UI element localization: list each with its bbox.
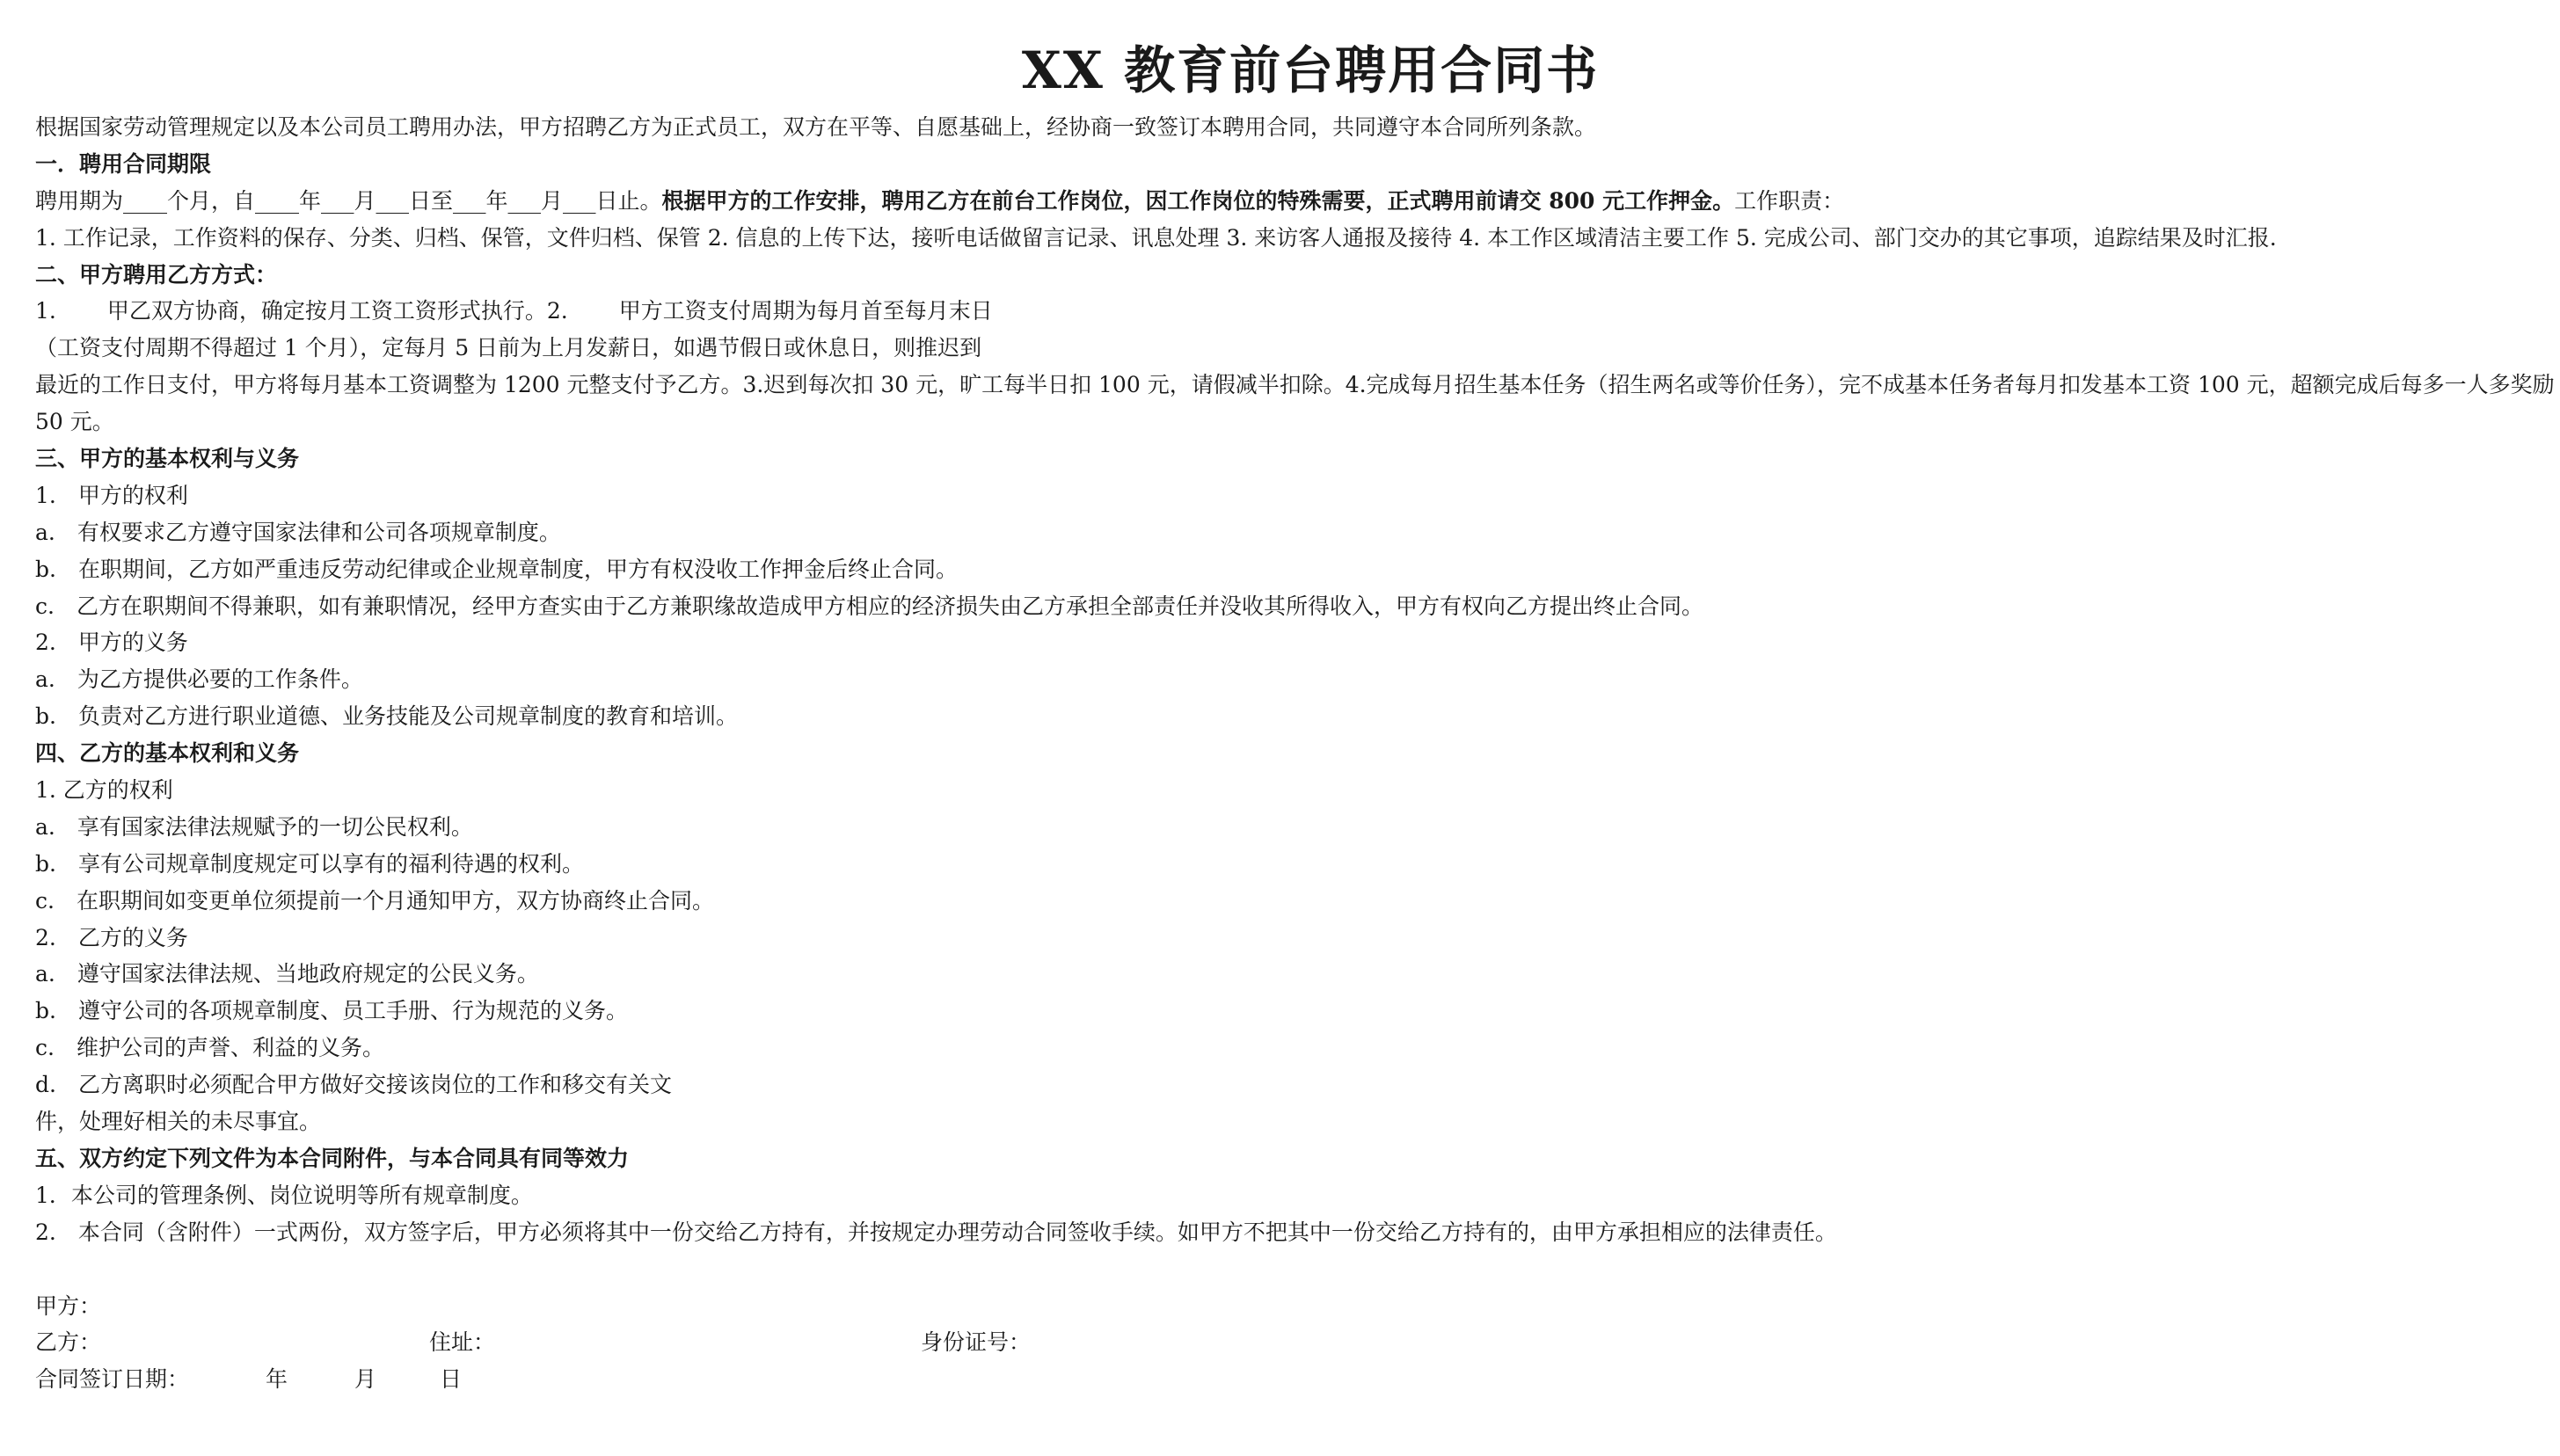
salary-paragraph-4: 50 元。	[35, 409, 114, 435]
intro-paragraph: 根据国家劳动管理规定以及本公司员工聘用办法，甲方招聘乙方为正式员工，双方在平等、自愿基础上，经协商一致签订本聘用合同，共同遵守本合同所列条款。	[35, 114, 1597, 140]
salary-paragraph-3: 最近的工作日支付，甲方将每月基本工资调整为 1200 元整支付予乙方。3.迟到每次扣 30 元，旷工每半日扣 100 元，请假减半扣除。4.完成每月招生基本任务（招生两名或等价任务），完不成基本任务者每月扣发基本工资 100 元，超额完成后每多一人多奖励	[35, 372, 2555, 398]
party-a-duty-item: a. 为乙方提供必要的工作条件。	[35, 666, 363, 693]
sign-date-year: 年	[266, 1366, 288, 1393]
section-2-heading: 二、甲方聘用乙方方式：	[35, 261, 278, 288]
party-b-duty-item: a. 遵守国家法律法规、当地政府规定的公民义务。	[35, 961, 539, 987]
sign-date-row	[35, 1361, 2533, 1398]
party-b-duty-continuation: 件，处理好相关的未尽事宜。	[35, 1109, 322, 1135]
spacer	[35, 1251, 2533, 1288]
term-deposit-text: 根据甲方的工作安排，聘用乙方在前台工作岗位，因工作岗位的特殊需要，正式聘用前请交 800 元工作押金。	[661, 187, 1735, 214]
attachment-item: 2. 本合同（含附件）一式两份，双方签字后，甲方必须将其中一份交给乙方持有，并按规定办理劳动合同签收手续。如甲方不把其中一份交给乙方持有的，由甲方承担相应的法律责任。	[35, 1219, 1837, 1245]
party-a-right-item: c. 乙方在职期间不得兼职，如有兼职情况，经甲方查实由于乙方兼职缘故造成甲方相应的经济损失由乙方承担全部责任并没收其所得收入，甲方有权向乙方提出终止合同。	[35, 593, 1703, 619]
sign-date-month: 月	[354, 1366, 377, 1393]
party-a-duty-item: b. 负责对乙方进行职业道德、业务技能及公司规章制度的教育和培训。	[35, 703, 738, 730]
term-duties-label: 工作职责：	[1734, 187, 1845, 214]
section-5-heading: 五、双方约定下列文件为本合同附件，与本合同具有同等效力	[35, 1145, 630, 1171]
term-period-text: 聘用期为____个月，自____年___月___日至___年___月___日止。	[35, 187, 662, 214]
salary-paragraph-2: （工资支付周期不得超过 1 个月），定每月 5 日前为上月发薪日，如遇节假日或休息日，则推迟到	[35, 335, 982, 361]
party-a-rights-title: 1. 甲方的权利	[35, 482, 188, 508]
section-3-heading: 三、甲方的基本权利与义务	[35, 446, 300, 472]
party-a-right-item: a. 有权要求乙方遵守国家法律和公司各项规章制度。	[35, 519, 561, 545]
party-b-duty-item: d. 乙方离职时必须配合甲方做好交接该岗位的工作和移交有关文	[35, 1072, 672, 1098]
contract-page	[35, 35, 2555, 1398]
party-a-signature-label: 甲方：	[35, 1292, 102, 1319]
party-b-right-item: b. 享有公司规章制度规定可以享有的福利待遇的权利。	[35, 850, 584, 877]
id-number-label: 身份证号：	[921, 1329, 1032, 1356]
salary-method-text: 甲乙双方协商，确定按月工资工资形式执行。2.	[106, 298, 568, 324]
salary-paragraph-1	[35, 293, 2533, 330]
party-b-right-item: c. 在职期间如变更单位须提前一个月通知甲方，双方协商终止合同。	[35, 887, 714, 914]
salary-period-text: 甲方工资支付周期为每月首至每月末日	[618, 298, 993, 324]
address-label: 住址：	[429, 1329, 496, 1356]
duties-paragraph: 1. 工作记录，工作资料的保存、分类、归档、保管，文件归档、保管 2. 信息的上传下达，接听电话做留言记录、讯息处理 3. 来访客人通报及接待 4. 本工作区域清洁主要工作 5. 完成公司、部门交办的其它事项，追踪结果及时汇报.	[35, 224, 2277, 251]
party-b-duty-item: b. 遵守公司的各项规章制度、员工手册、行为规范的义务。	[35, 998, 628, 1024]
party-a-duties-title: 2. 甲方的义务	[35, 630, 188, 656]
party-b-rights-title: 1. 乙方的权利	[35, 777, 173, 804]
sign-date-label: 合同签订日期：	[35, 1366, 190, 1393]
party-b-signature-label: 乙方：	[35, 1329, 102, 1356]
document-title: XX 教育前台聘用合同书	[1021, 40, 1600, 100]
attachment-item: 1．本公司的管理条例、岗位说明等所有规章制度。	[35, 1182, 533, 1208]
party-b-duties-title: 2. 乙方的义务	[35, 924, 188, 950]
term-paragraph	[35, 183, 2533, 220]
party-b-duty-item: c. 维护公司的声誉、利益的义务。	[35, 1035, 384, 1061]
salary-item-number: 1.	[35, 298, 56, 324]
section-4-heading: 四、乙方的基本权利和义务	[35, 740, 300, 767]
sign-date-day: 日	[440, 1366, 463, 1393]
party-a-right-item: b. 在职期间，乙方如严重违反劳动纪律或企业规章制度，甲方有权没收工作押金后终止合同。	[35, 556, 958, 582]
section-1-heading: 一．聘用合同期限	[35, 150, 212, 177]
party-b-right-item: a. 享有国家法律法规赋予的一切公民权利。	[35, 813, 473, 840]
party-b-signature-row	[35, 1324, 2533, 1361]
